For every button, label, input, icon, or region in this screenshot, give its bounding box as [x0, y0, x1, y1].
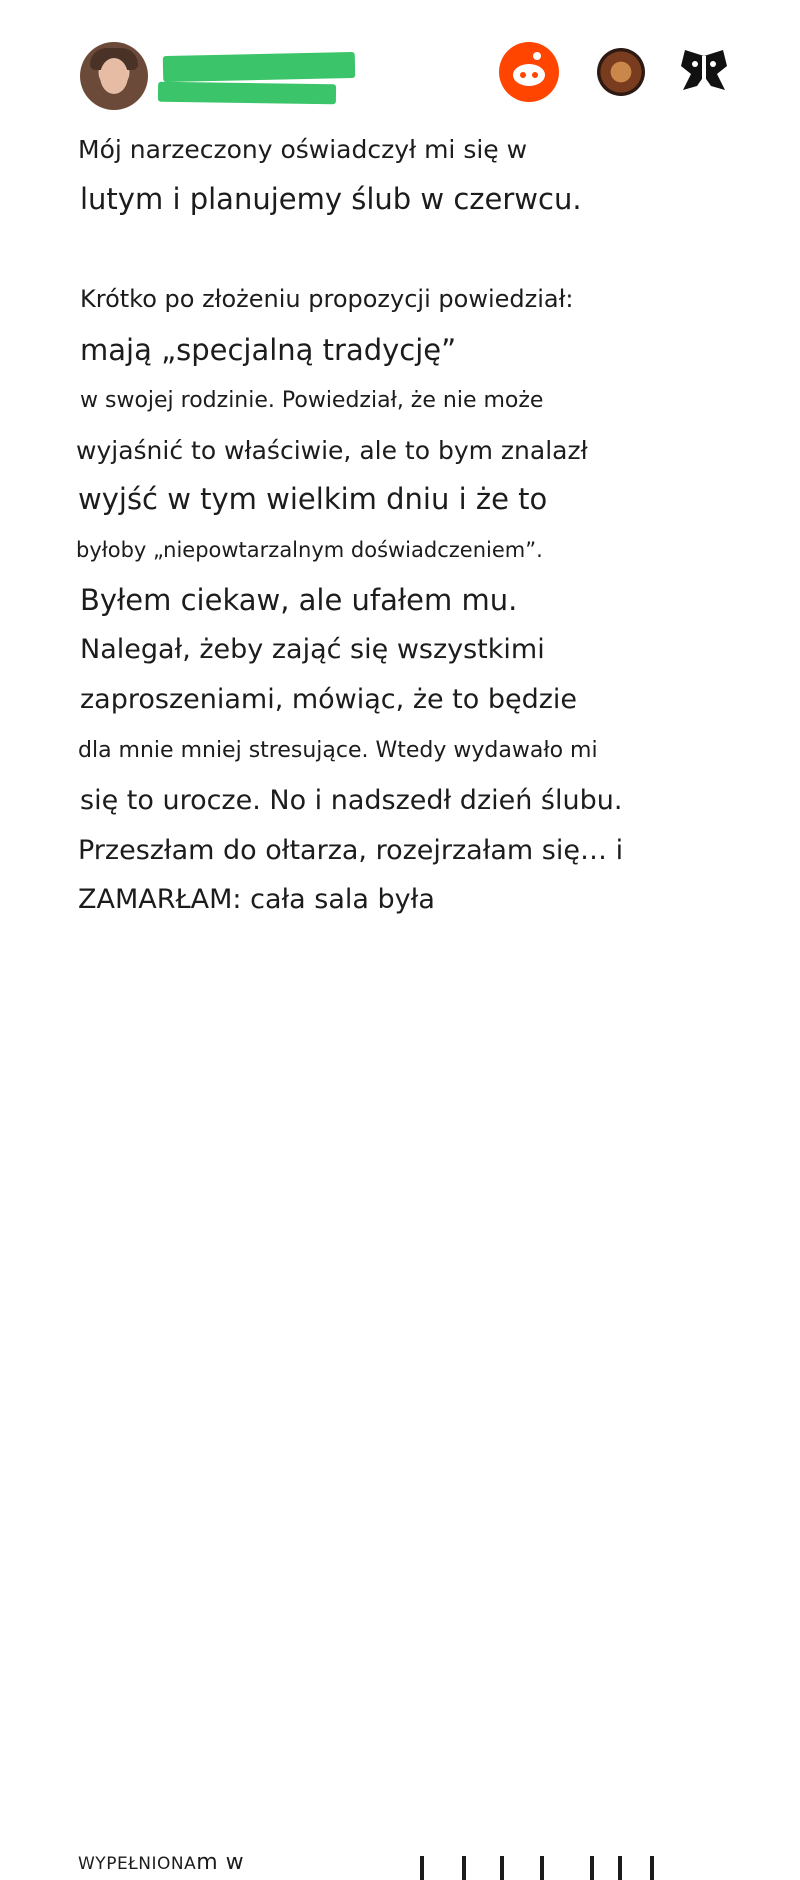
- user-avatar[interactable]: [80, 42, 148, 110]
- cropped-glyph: [420, 1856, 424, 1880]
- cutoff-prefix: WYPEŁNIONA: [78, 1854, 197, 1874]
- cropped-glyph: [590, 1856, 594, 1880]
- post-line: ZAMARŁAM: cała sala była: [78, 884, 435, 915]
- post-line: byłoby „niepowtarzalnym doświadczeniem”.: [76, 538, 543, 562]
- post-line: Przeszłam do ołtarza, rozejrzałam się… i: [78, 835, 624, 866]
- redacted-handle: [158, 82, 336, 104]
- post-line: zaproszeniami, mówiąc, że to będzie: [80, 684, 578, 715]
- post-line: wyjść w tym wielkim dniu i że to: [78, 482, 548, 516]
- reddit-eye-right: [532, 72, 538, 78]
- reddit-antenna: [533, 52, 541, 60]
- reddit-eye-left: [520, 72, 526, 78]
- moth-icon[interactable]: [677, 46, 731, 100]
- post-line: wyjaśnić to właściwie, ale to bym znalazł: [76, 436, 588, 465]
- post-line: Byłem ciekaw, ale ufałem mu.: [80, 583, 518, 617]
- post-line: Krótko po złożeniu propozycji powiedział:: [80, 285, 574, 313]
- post-line: mają „specjalną tradycję”: [80, 333, 457, 367]
- reddit-head: [513, 64, 545, 86]
- post-line: się to urocze. No i nadszedł dzień ślubu.: [80, 785, 623, 816]
- post-line: Mój narzeczony oświadczył mi się w: [78, 135, 528, 164]
- post-header: [0, 0, 800, 120]
- post-line: w swojej rodzinie. Powiedział, że nie może: [80, 388, 544, 413]
- cropped-glyph: [540, 1856, 544, 1880]
- food-avatar-icon[interactable]: [597, 48, 645, 96]
- cutoff-line: [0, 920, 800, 1875]
- cropped-glyph: [618, 1856, 622, 1880]
- cropped-glyph: [500, 1856, 504, 1880]
- cropped-glyph: [462, 1856, 466, 1880]
- cropped-glyph: [650, 1856, 654, 1880]
- cutoff-suffix: m w: [196, 1850, 245, 1875]
- reddit-icon[interactable]: [499, 42, 559, 102]
- post-line: dla mnie mniej stresujące. Wtedy wydawało mi: [78, 738, 598, 763]
- redacted-username: [163, 52, 356, 82]
- cutoff-text: [78, 1850, 244, 1875]
- post-line: lutym i planujemy ślub w czerwcu.: [80, 182, 582, 216]
- avatar-face: [100, 58, 128, 94]
- post-line: Nalegał, żeby zająć się wszystkimi: [80, 634, 545, 665]
